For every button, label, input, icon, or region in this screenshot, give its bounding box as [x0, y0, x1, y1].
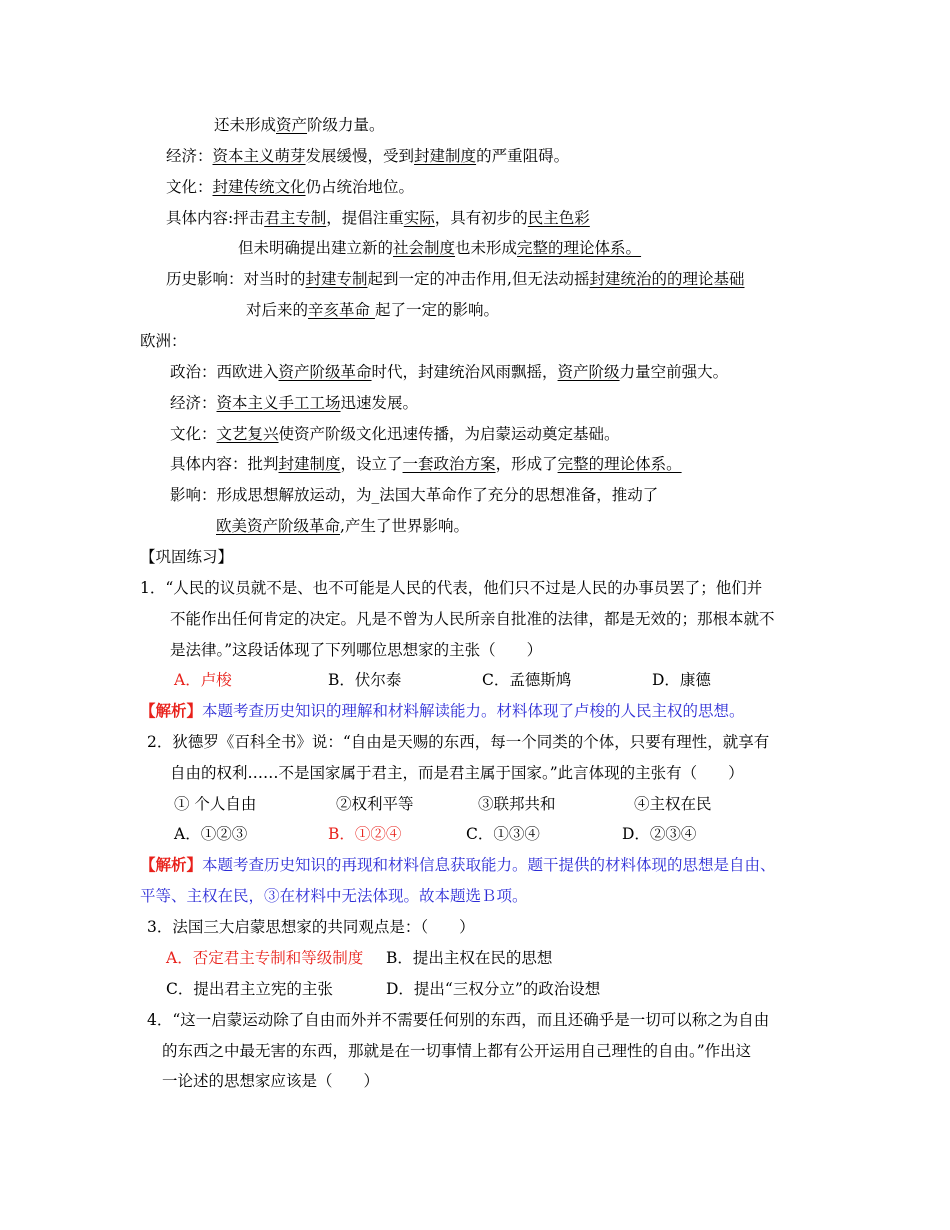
text: 历史影响：对当时的 [166, 270, 306, 288]
q1-option-c: C．孟德斯鸠 [482, 671, 572, 689]
q3-option-a: A．否定君主专制和等级制度 [166, 949, 364, 967]
blank-answer: 封建专制 [305, 270, 368, 288]
text: 政治：西欧进入 [170, 363, 279, 381]
q2-stem-2: 自由的权利……不是国家属于君主，而是君主属于国家。”此言体现的主张有（ ） [170, 764, 744, 782]
practice-heading: 【巩固练习】 [140, 548, 234, 566]
q1-analysis [140, 701, 745, 721]
blank-answer: 完整的理论体系。 [517, 239, 642, 257]
text: ,产生了世界影响。 [340, 517, 469, 535]
blank-answer: 封建统治的的理论基础 [589, 270, 745, 288]
asia-class-line [214, 115, 385, 135]
text: 文化： [166, 178, 213, 196]
q1-stem-3: 是法律。”这段话体现了下列哪位思想家的主张（ ） [170, 641, 543, 659]
q4-stem-2: 的东西之中最无害的东西，那就是在一切事情上都有公开运用自己理性的自由。”作出这 [162, 1042, 752, 1060]
q2-option-b: B．①②④ [328, 825, 402, 843]
blank-answer: 实际 [403, 209, 435, 227]
text: 时代，封建统治风雨飘摇， [371, 363, 558, 381]
europe-heading: 欧洲： [140, 332, 187, 350]
asia-impact-line-2 [246, 300, 499, 320]
europe-content-line [170, 454, 682, 474]
text: 使资产阶级文化迅速传播，为启蒙运动奠定基础。 [278, 425, 620, 443]
q1-option-a: A．卢梭 [174, 671, 232, 689]
blank-answer: 封建传统文化 [212, 178, 306, 196]
text: 但未明确提出建立新的 [238, 239, 394, 257]
q2-analysis-2: 平等、主权在民，③在材料中无法体现。故本题选Ｂ项。 [140, 887, 528, 905]
text: 也未形成 [455, 239, 518, 257]
q2-option-d: D．②③④ [622, 825, 697, 843]
q2-item-2: ②权利平等 [336, 795, 414, 813]
blank-answer: 欧美资产阶级革命 [216, 517, 341, 535]
analysis-text: 本题考查历史知识的理解和材料解读能力。材料体现了卢梭的人民主权的思想。 [202, 702, 745, 720]
q1-option-d: D．康德 [652, 671, 711, 689]
q3-stem: 3．法国三大启蒙思想家的共同观点是：（ ） [147, 918, 475, 936]
blank-answer: 完整的理论体系。 [557, 455, 682, 473]
q1-stem-2: 不能作出任何肯定的决定。凡是不曾为人民所亲自批准的法律，都是无效的；那根本就不 [170, 610, 775, 628]
text: 起到一定的冲击作用,但无法动摇 [367, 270, 590, 288]
text: ，具有初步的 [434, 209, 528, 227]
asia-culture-line [166, 177, 414, 197]
europe-economy-line [170, 393, 418, 413]
q4-stem-3: 一论述的思想家应该是（ ） [162, 1072, 380, 1090]
text: 经济： [166, 147, 213, 165]
text: 发展缓慢，受到 [305, 147, 415, 165]
blank-answer: 一套政治方案 [402, 455, 496, 473]
blank-answer: 辛亥革命 [308, 301, 375, 319]
text: 迅速发展。 [340, 394, 419, 412]
q2-analysis [140, 855, 776, 875]
text: ，形成了 [495, 455, 558, 473]
blank-answer: 民主色彩 [527, 209, 590, 227]
blank-answer: 社会制度 [393, 239, 456, 257]
blank-answer: 君主专制 [264, 209, 327, 227]
q2-item-1: ① 个人自由 [174, 795, 257, 813]
text: 影响：形成思想解放运动，为_法国大革命作了充分的思想准备，推动了 [170, 486, 659, 504]
text: 力量空前强大。 [619, 363, 729, 381]
europe-impact-line-2 [216, 516, 469, 536]
blank-answer: 封建制度 [414, 147, 477, 165]
q1-option-b: B．伏尔泰 [328, 671, 402, 689]
analysis-tag: 【解析】 [140, 855, 203, 874]
q2-item-3: ③联邦共和 [478, 795, 556, 813]
analysis-text: 本题考查历史知识的再现和材料信息获取能力。题干提供的材料体现的思想是自由、 [202, 856, 776, 874]
asia-impact-line [166, 269, 744, 289]
q3-option-c: C．提出君主立宪的主张 [166, 980, 333, 998]
asia-content-line [166, 208, 590, 228]
q3-option-b: B．提出主权在民的思想 [386, 949, 553, 967]
text: 阶级力量。 [307, 116, 385, 134]
q2-item-4: ④主权在民 [634, 795, 712, 813]
text: 经济： [170, 394, 217, 412]
blank-answer: 资产阶级 [557, 363, 620, 381]
text: 具体内容:抨击 [166, 209, 265, 227]
analysis-tag: 【解析】 [140, 701, 203, 720]
text: 的严重阻碍。 [476, 147, 570, 165]
q2-option-a: A．①②③ [174, 825, 248, 843]
text: ，设立了 [340, 455, 403, 473]
blank-answer: 资本主义手工工场 [216, 394, 341, 412]
text: 具体内容：批判 [170, 455, 279, 473]
q3-option-d: D．提出“三权分立”的政治设想 [386, 980, 601, 998]
blank-answer: 资产 [276, 116, 308, 134]
asia-content-line-2 [238, 238, 641, 258]
europe-culture-line [170, 424, 620, 444]
q4-stem-1: 4．“这一启蒙运动除了自由而外并不需要任何别的东西，而且还确乎是一切可以称之为自由 [147, 1011, 770, 1029]
blank-answer: 资本主义萌芽 [212, 147, 306, 165]
q1-stem-1: 1．“人民的议员就不是、也不可能是人民的代表，他们只不过是人民的办事员罢了；他们并 [140, 579, 763, 597]
blank-answer: 文艺复兴 [216, 425, 279, 443]
europe-politics-line [170, 362, 728, 382]
text: ，提倡注重 [326, 209, 404, 227]
text: 文化： [170, 425, 217, 443]
europe-impact-line [170, 485, 658, 505]
text: 还未形成 [214, 116, 277, 134]
text: 对后来的 [246, 301, 309, 319]
blank-answer: 封建制度 [278, 455, 341, 473]
q2-stem-1: 2．狄德罗《百科全书》说：“自由是天赐的东西，每一个同类的个体，只要有理性，就享有 [147, 733, 770, 751]
blank-answer: 资产阶级革命 [278, 363, 372, 381]
text: 起了一定的影响。 [374, 301, 499, 319]
text: 仍占统治地位。 [305, 178, 415, 196]
q2-option-c: C．①③④ [466, 825, 540, 843]
asia-economy-line [166, 146, 569, 166]
